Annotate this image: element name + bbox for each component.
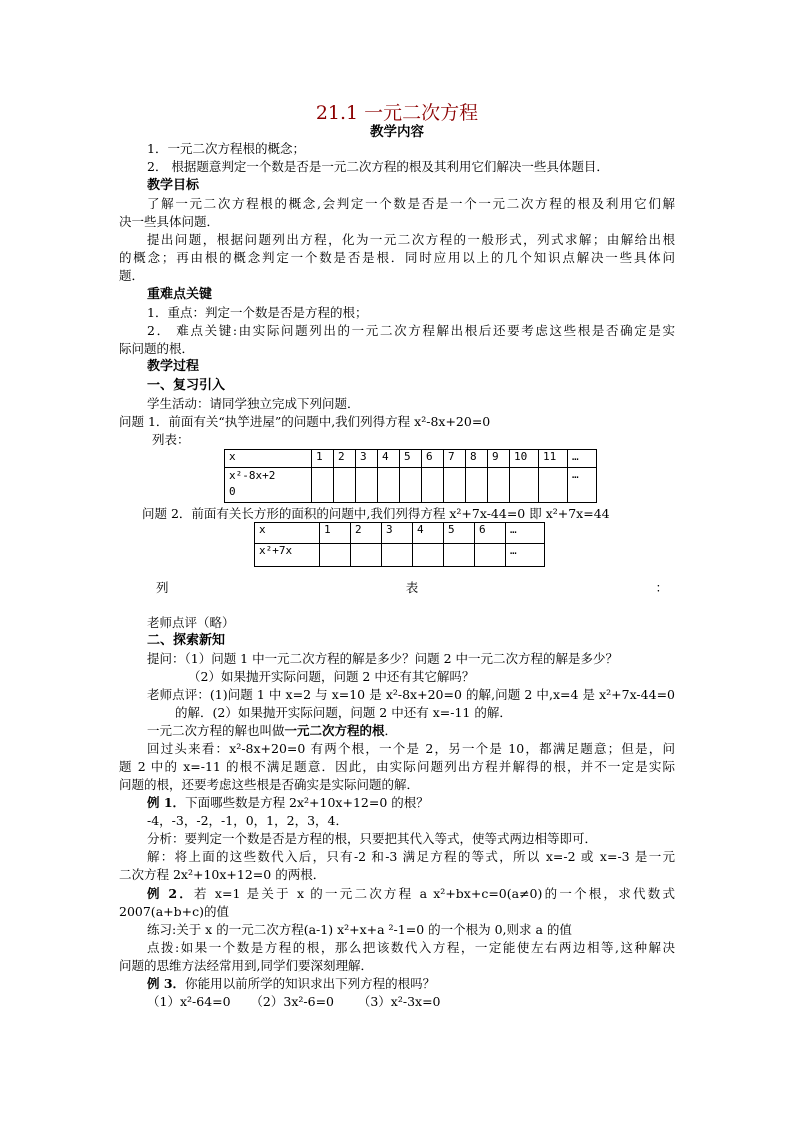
section-subtitle: 教学内容 [370, 124, 424, 140]
review-line-1: 学生活动：请同学独立完成下列问题． [147, 396, 360, 411]
table-cell: 4 [378, 450, 400, 468]
caption-part: 列 [156, 580, 169, 595]
table-cell: 6 [475, 523, 506, 544]
example-1-solution-1: 解：将上面的这些数代入后，只有-2 和-3 满足方程的等式，所以 x=-2 或 x=-3 是一元 [147, 849, 675, 864]
table-cell: 10 [510, 450, 539, 468]
process-heading: 教学过程 [147, 359, 200, 374]
table-cell: 11 [539, 450, 568, 468]
row-label: x²-8x+2 [229, 469, 276, 482]
table-cell: 2 [334, 450, 356, 468]
table-cell [225, 468, 312, 503]
table-cell [466, 468, 488, 503]
example-2-line-2: 2007(a+b+c)的值 [119, 904, 229, 919]
goals-line-4: 的概念；再由根的概念判定一个数是否是根．同时应用以上的几个知识点解决一些具体问 [119, 250, 675, 265]
example-2 [147, 885, 675, 903]
practice: 练习:关于 x 的一元二次方程(a-1) x²+x+a ²-1=0 的一个根为 0,则求 a 的值 [147, 922, 572, 937]
example-1-solution-2: 二次方程 2x²+10x+12=0 的两根． [119, 867, 326, 882]
table-cell: … [506, 523, 545, 544]
root-definition: 一元二次方程的解也叫做 [147, 723, 285, 738]
table-cell [510, 468, 539, 503]
content-line-1: 1．一元二次方程根的概念； [147, 141, 305, 156]
explore-line-2: （2）如果抛开实际问题，问题 2 中还有其它解吗？ [188, 669, 475, 684]
key-line-2: 2． 难点关键:由实际问题列出的一元二次方程解出根后还要考虑这些根是否确定是实 [147, 323, 675, 338]
table-cell: 5 [400, 450, 422, 468]
list-caption [156, 578, 668, 596]
example-1-text: 下面哪些数是方程 2x²+10x+12=0 的根？ [185, 795, 429, 810]
table-cell: x²+7x [255, 544, 320, 567]
list-label: 列表： [152, 432, 190, 447]
table-cell [444, 544, 475, 567]
example-2-text: 若 x=1 是关于 x 的一元二次方程 a x²+bx+c=0(a≠0)的一个根，求代数式 [193, 886, 675, 901]
table-cell: 2 [351, 523, 382, 544]
document-title: 21.1 一元二次方程 [315, 102, 479, 124]
table-cell: 7 [444, 450, 466, 468]
table-cell [334, 468, 356, 503]
key-heading: 重难点关键 [147, 287, 213, 302]
goals-line-3: 提出问题，根据问题列出方程，化为一元二次方程的一般形式，列式求解；由解给出根 [147, 232, 675, 247]
table-cell: 8 [466, 450, 488, 468]
table-cell [413, 544, 444, 567]
table-row [225, 450, 597, 468]
content-line-2: 2． 根据题意判定一个数是否是一元二次方程的根及其利用它们解决一些具体题目． [147, 159, 609, 174]
table-cell [539, 468, 568, 503]
table-problem-1 [224, 449, 597, 503]
table-cell [488, 468, 510, 503]
example-2-label: 例 2． [147, 886, 194, 901]
table-cell: x [225, 450, 312, 468]
goals-line-2: 决一些具体问题． [119, 214, 220, 229]
teacher-comment: 老师点评（略） [147, 615, 235, 630]
table-row [255, 544, 545, 567]
problem-1: 问题 1．前面有关“执竽进屋”的问题中,我们列得方程 x²-8x+20=0 [119, 414, 491, 429]
table-cell: 9 [488, 450, 510, 468]
example-3 [147, 975, 675, 993]
key-line-1: 1．重点：判定一个数是否是方程的根； [147, 305, 368, 320]
explore-line-7: 题 2 中的 x=-11 的根不满足题意．因此，由实际问题列出方程并解得的根，并不一定是实际 [119, 759, 675, 774]
table-cell [378, 468, 400, 503]
caption-part: 表 [405, 580, 419, 595]
table-cell [382, 544, 413, 567]
explore-line-4: 的解．(2）如果抛开实际问题，问题 2 中还有 x=-11 的解． [175, 705, 512, 720]
explore-line-5 [147, 722, 675, 740]
caption-part: ： [655, 580, 668, 595]
table-row [255, 523, 545, 544]
table-cell: 1 [320, 523, 351, 544]
table-cell: … [568, 468, 597, 503]
tip-line-1: 点拨:如果一个数是方程的根，那么把该数代入方程，一定能使左右两边相等,这种解决 [147, 940, 675, 955]
row-label-cont: 0 [229, 485, 236, 498]
tip-line-2: 问题的思维方法经常用到,同学们要深刻理解． [119, 958, 373, 973]
problem-2: 问题 2．前面有关长方形的面积的问题中,我们列得方程 x²+7x-44=0 即 x²+7x=44 [142, 506, 610, 521]
key-line-3: 际问题的根． [119, 341, 195, 356]
table-cell [422, 468, 444, 503]
goals-line-1: 了解一元二次方程根的概念,会判定一个数是否是一个一元二次方程的根及利用它们解 [147, 196, 675, 211]
table-cell: x [255, 523, 320, 544]
root-term: 一元二次方程的根 [284, 723, 385, 738]
table-cell: 6 [422, 450, 444, 468]
goals-heading: 教学目标 [147, 178, 200, 193]
table-cell: 3 [356, 450, 378, 468]
example-1-numbers: -4，-3，-2，-1，0，1，2，3，4． [147, 813, 348, 828]
explore-heading: 二、探索新知 [147, 633, 226, 648]
goals-line-5: 题． [119, 268, 145, 283]
table-problem-2 [254, 522, 545, 567]
explore-line-1: 提问：（1）问题 1 中一元二次方程的解是多少？问题 2 中一元二次方程的解是多少？ [147, 651, 619, 666]
period: ． [384, 723, 398, 738]
table-cell: … [506, 544, 545, 567]
example-1 [147, 794, 675, 812]
explore-line-6: 回过头来看：x²-8x+20=0 有两个根，一个是 2，另一个是 10，都满足题意；但是，问 [147, 741, 675, 756]
table-cell [475, 544, 506, 567]
table-cell [356, 468, 378, 503]
table-cell [444, 468, 466, 503]
table-cell [400, 468, 422, 503]
example-3-equations: （1）x²-64=0 （2）3x²-6=0 （3）x²-3x=0 [147, 994, 441, 1009]
table-cell: … [568, 450, 597, 468]
table-cell [320, 544, 351, 567]
table-cell [351, 544, 382, 567]
example-3-label: 例 3． [147, 976, 186, 991]
table-cell: 5 [444, 523, 475, 544]
example-1-analysis: 分析：要判定一个数是否是方程的根，只要把其代入等式，使等式两边相等即可． [147, 831, 598, 846]
table-row [225, 468, 597, 503]
table-cell: 1 [312, 450, 334, 468]
example-1-label: 例 1． [147, 795, 186, 810]
table-cell [312, 468, 334, 503]
example-3-text: 你能用以前所学的知识求出下列方程的根吗？ [185, 976, 436, 991]
review-heading: 一、复习引入 [147, 378, 226, 393]
explore-line-8: 问题的根，还要考虑这些根是否确实是实际问题的解． [119, 777, 420, 792]
explore-line-3: 老师点评：(1)问题 1 中 x=2 与 x=10 是 x²-8x+20=0 的解,问题 2 中,x=4 是 x²+7x-44=0 [147, 687, 675, 702]
table-cell: 3 [382, 523, 413, 544]
table-cell: 4 [413, 523, 444, 544]
